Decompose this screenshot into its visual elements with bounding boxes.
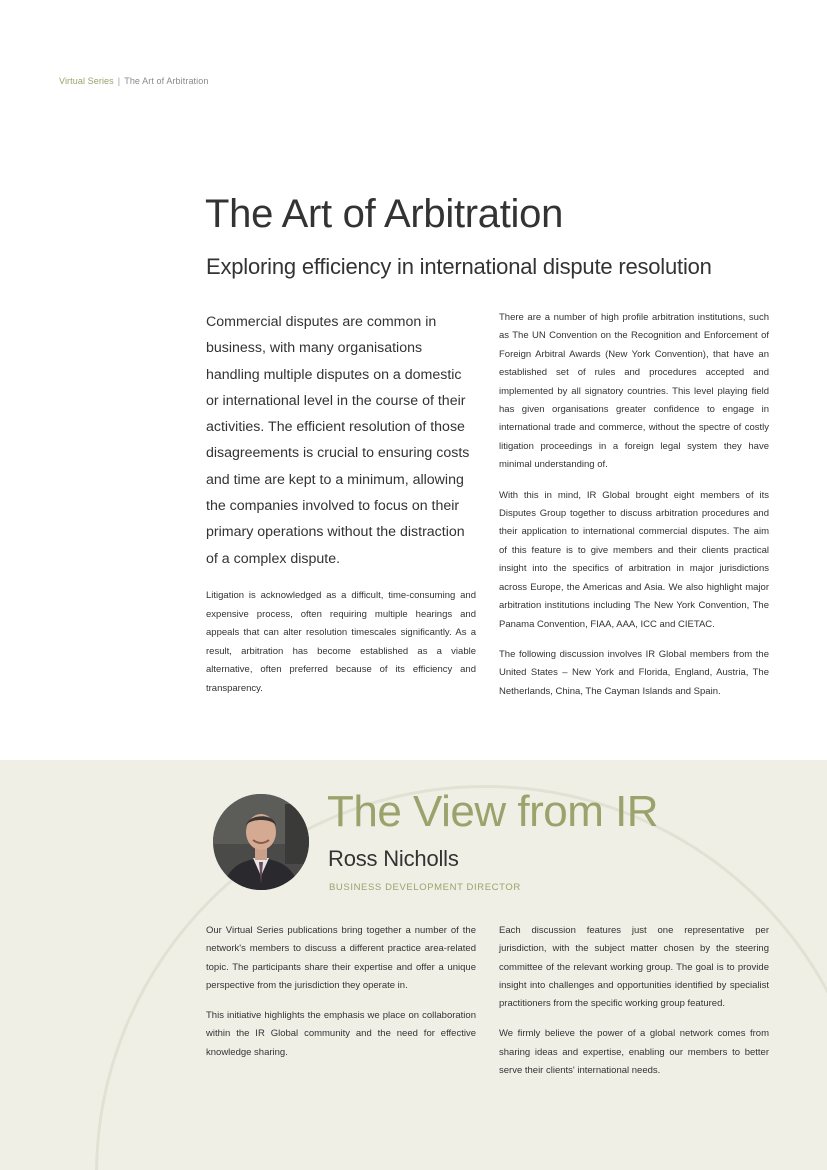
litigation-paragraph: Litigation is acknowledged as a difficult, time-consuming and expensive process, often requiring multiple hearings and appeals that can alter resolution timescales significantly. As a result, arbitration has become established as a viable alternative, often preferred because of its efficiency and transparency. [206, 590, 476, 694]
person-name: Ross Nicholls [328, 846, 459, 871]
article-title: The Art of Arbitration [205, 192, 564, 236]
breadcrumb-separator: | [117, 76, 121, 86]
article-right-column [499, 309, 769, 713]
portrait-photo [213, 794, 309, 890]
breadcrumb [59, 76, 208, 86]
paragraph-disputes-group: With this in mind, IR Global brought eight members of its Disputes Group together to discuss arbitration procedures and their application to international commercial disputes. The aim of this feature is to give members and their clients practical insight into the specifics of arbitration in major jurisdictions across Europe, the Americas and Asia. We also highlight major arbitration institutions including The New York Convention, The Panama Convention, FIAA, AAA, ICC and CIETAC. [499, 489, 769, 630]
view-right-column [499, 922, 769, 1092]
paragraph-initiative: This initiative highlights the emphasis we place on collaboration within the IR Global community and the need for effective knowledge sharing. [206, 1010, 476, 1058]
breadcrumb-series: Virtual Series [59, 76, 114, 86]
paragraph-participants: The following discussion involves IR Global members from the United States – New York and Florida, England, Austria, The Netherlands, China, The Cayman Islands and Spain. [499, 648, 769, 697]
paragraph-discussion: Each discussion features just one representative per jurisdiction, with the subject matter chosen by the steering committee of the relevant working group. The goal is to provide insight into challenges and opportunities identified by specialist practitioners from the specific working group featured. [499, 925, 769, 1010]
breadcrumb-page-title: The Art of Arbitration [124, 76, 209, 86]
paragraph-virtual-series: Our Virtual Series publications bring together a number of the network's members to discuss a different practice area-related topic. The participants share their expertise and offer a unique perspective from the jurisdiction they operate in. [206, 925, 476, 991]
avatar [213, 794, 309, 890]
view-from-ir-heading: The View from IR [327, 787, 659, 836]
view-left-column [206, 922, 476, 1074]
paragraph-global-network: We firmly believe the power of a global network comes from sharing ideas and expertise, enabling our members to better serve their clients' international needs. [499, 1028, 769, 1077]
person-role: BUSINESS DEVELOPMENT DIRECTOR [329, 882, 521, 893]
article-subtitle: Exploring efficiency in international dispute resolution [206, 254, 712, 279]
lead-paragraph: Commercial disputes are common in business, with many organisations handling multiple disputes on a domestic or international level in the course of their activities. The efficient resolution of those disagreements is crucial to ensuring costs and time are kept to a minimum, allowing the companies involved to focus on their primary operations without the distraction of a complex dispute. [206, 314, 470, 567]
paragraph-institutions: There are a number of high profile arbitration institutions, such as The UN Convention on the Recognition and Enforcement of Foreign Arbitral Awards (New York Convention), that have an established set of rules and procedures accepted and implemented by all signatory countries. This level playing field has given organisations greater confidence to engage in international trade and commerce, without the spectre of costly litigation proceedings in a foreign legal system they have minimal understanding of. [499, 312, 769, 471]
